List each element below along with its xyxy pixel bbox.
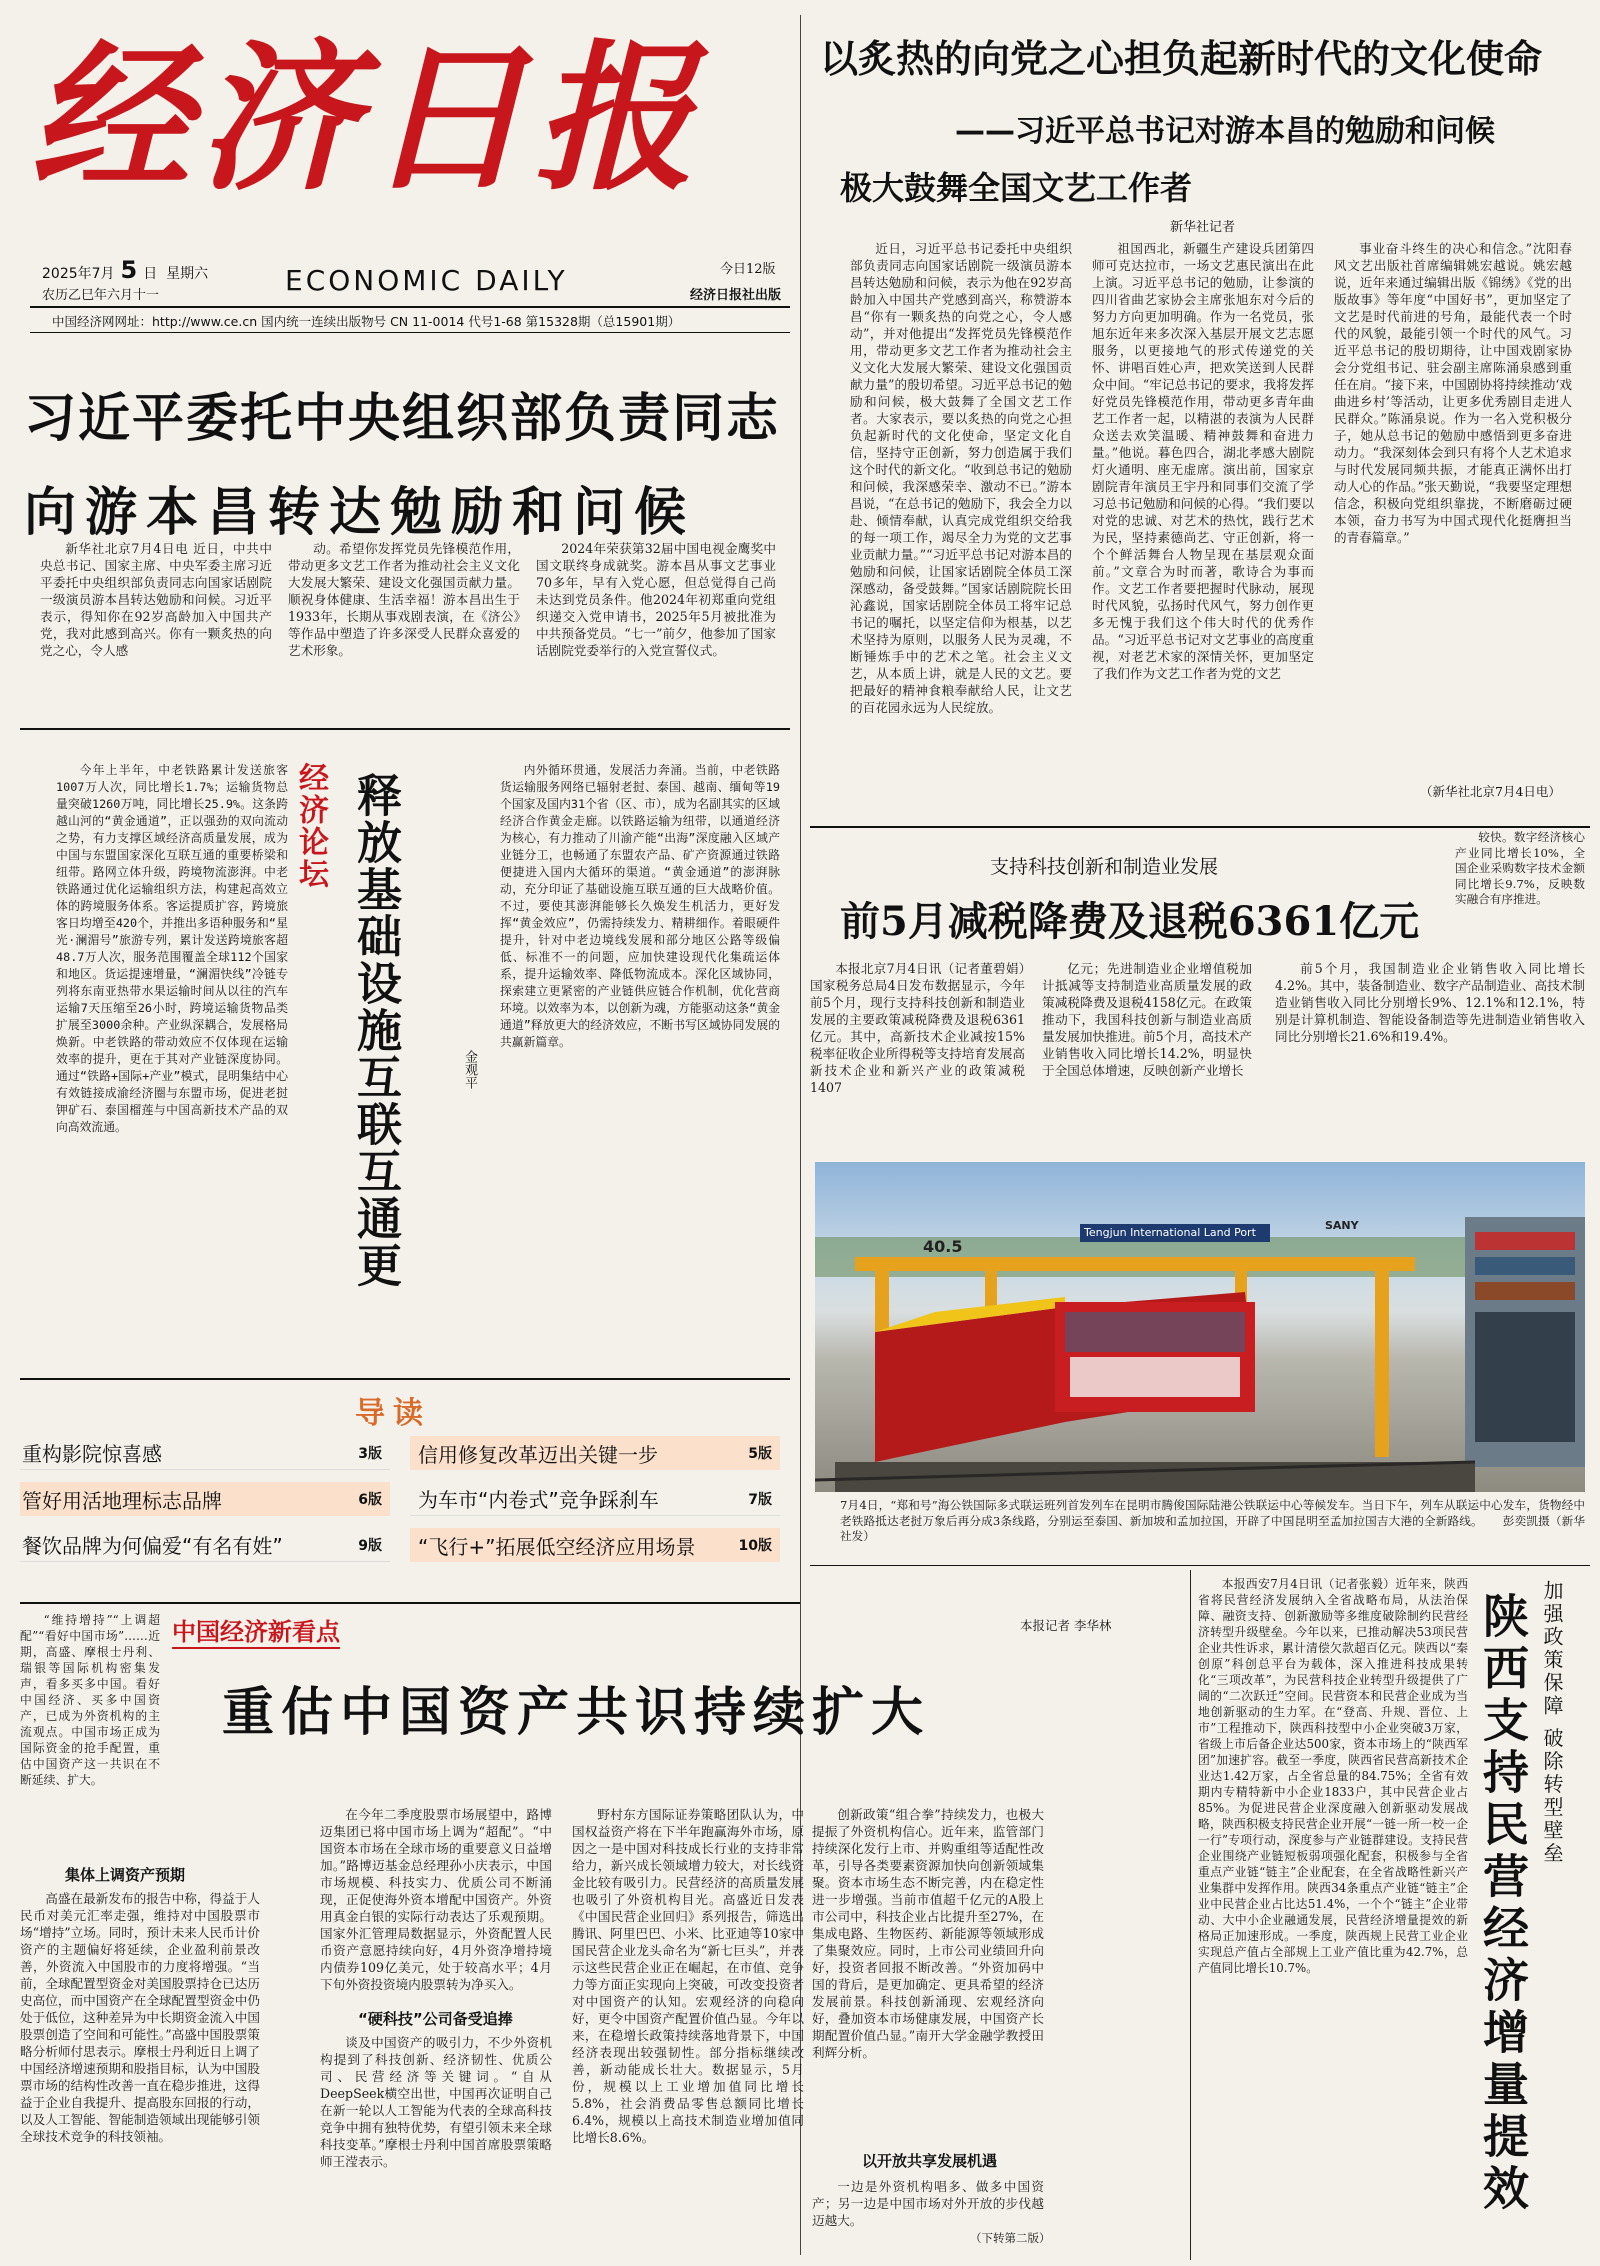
- photo-brand: SANY: [1325, 1219, 1359, 1232]
- assets-continued[interactable]: （下转第二版）: [970, 2231, 1051, 2245]
- news-photo: [815, 1162, 1585, 1492]
- editorial-col2: 内外循环贯通，发展活力奔涌。当前，中老铁路货运输服务网络已辐射老挝、泰国、越南、缅甸等19个国家及国内31个省（区、市），成为名副其实的区域经济合作黄金走廊。以铁路运输为纽带，以通道经济为核心，有力推动了川渝产能“出海”深度融入区域产业链分工，也畅通了东盟农产品、矿产资源通过铁路便捷进入国内大循环的渠道。“黄金通道”的澎湃脉动，充分印证了基础设施互联互通的巨大战略价值。不过，要使其澎湃能够长久焕发生机活力，更好发挥“黄金效应”，仍需持续发力、精耕细作。着眼硬件提升，针对中老边境线发展和部分地区公路等级偏低、标准不一的问题，应加快建设现代化集疏运体系，提升运输效率、降低物流成本。深化区域协同，探索建立更紧密的产业链供应链合作机制，优化营商环境。以效率为本，以创新为魂，方能驱动这条“黄金通道”释放更大的经济效应，不断书写区域协同发展的共赢新篇章。: [500, 763, 780, 1049]
- lead-headline[interactable]: 以炙热的向党之心担负起新时代的文化使命: [820, 37, 1543, 81]
- issue-count: 今日12版: [720, 262, 776, 277]
- editorial-label: 经济论坛: [293, 762, 328, 890]
- main-story-col3: 2024年荣获第32届中国电视金鹰奖中国文联终身成就奖。游本昌从事文艺事业70多年，早有入党心愿，但总觉得自己尚未达到党员条件。他2024年初郑重向党组织递交入党申请书，2025年5月被批准为中共预备党员。“七一”前夕，他参加了国家话剧院党委举行的入党宣誓仪式。: [536, 541, 776, 658]
- editorial-author: 金观平: [462, 1050, 477, 1089]
- assets-col4: 创新政策“组合拳”持续发力，也极大提振了外资机构信心。近年来，监管部门持续深化发行上市、并购重组等适配性改革，引导各类要素资源加快向创新领域集聚。资本市场生态不断完善，内在稳定性进一步增强。当前市值超千亿元的A股上市公司中，科技企业占比提升至27%，在集成电路、生物医药、新能源等领域形成了集聚效应。同时，上市公司业绩回升向好，投资者回报不断改善。“外资加码中国的背后，是更加确定、更具希望的经济发展前景。科技创新涌现、宏观经济向好，叠加资本市场健康发展，中国资产长期配置价值凸显。”南开大学金融学教授田利辉分析。: [812, 1807, 1044, 2060]
- lead-column-3: 事业奋斗终生的决心和信念。”沈阳春风文艺出版社首席编辑姚宏越说。姚宏越说，近年来通过编辑出版《锦绣》《党的出版故事》等年度“中国好书”，更加坚定了文艺是时代前进的号角，最能代表一个时代的风貌，最能引领一个时代的风气。习近平总书记的殷切期待，让中国戏剧家协会分党组书记、驻会副主席陈涌泉感到重任在肩。“接下来，中国剧协将持续推动‘戏曲进乡村’等活动，让更多优秀剧目走进人民群众。”陈涌泉说。作为一名入党积极分子，她从总书记的勉励中感悟到更多奋进动力。“我深刻体会到只有将个人艺术追求与时代发展同频共振，才能真正满怀出打动人心的作品。”张天勤说，“我要坚定理想信念，积极向党组织靠拢，不断磨砺过硬本领，奋力书写为中国式现代化挺膺担当的青春篇章。”: [1334, 241, 1572, 545]
- tax-headline[interactable]: 前5月减税降费及退税6361亿元: [840, 898, 1420, 945]
- assets-byline: 本报记者 李华林: [1020, 1618, 1112, 1633]
- masthead-rule: [30, 306, 790, 308]
- guide-item[interactable]: 信用修复改革迈出关键一步 5版: [410, 1436, 780, 1470]
- assets-lead-box: “维持增持”“上调超配”“看好中国市场”……近期，高盛、摩根士丹利、瑞银等国际机构密集发声，看多买多中国。看好中国经济、买多中国资产，已成为外资机构的主流观点。中国市场正成为国际资金的抢手配置，重估中国资产这一共识在不断延续、扩大。: [20, 1613, 160, 1787]
- date-label: 2025年7月 5 日 星期六: [42, 256, 209, 284]
- editorial-title[interactable]: 释放基础设施互联互通更: [349, 772, 402, 1289]
- tax-col3b: 前5个月，我国制造业企业销售收入同比增长4.2%。其中，装备制造业、数字产品制造业、高技术制造业销售收入同比分别增长9%、12.1%和12.1%，特别是计算机制造、智能设备制造等先进制造业销售收入同比分别增长21.6%和19.4%。: [1275, 961, 1585, 1044]
- assets-col3: 野村东方国际证券策略团队认为，中国权益资产将在下半年跑赢海外市场，原因之一是中国对科技成长行业的支持非常给力，新兴成长领域增力较大，对长线资金比较有吸引力。民营经济的高质量发展也吸引了外资机构目光。高盛近日发表《中国民营企业回归》系列报告，筛选出腾讯、阿里巴巴、小米、比亚迪等10家中国民营企业龙头命名为“新七巨头”，并表示这些民营企业正在崛起，在市值、竞争力等方面正实现向上突破，可改变投资者对中国资产的认知。宏观经济的向稳向好，更令中国资产配置价值凸显。今年以来，在稳增长政策持续落地背景下，中国经济表现出较强韧性。部分指标继续改善，新动能成长壮大。数据显示，5月份，规模以上工业增加值同比增长5.8%，社会消费品零售总额同比增长6.4%，规模以上高技术制造业增加值同比增长8.6%。: [572, 1807, 804, 2145]
- photo-caption: 7月4日，“郑和号”海公铁国际多式联运班列首发列车在昆明市腾俊国际陆港公铁联运中心等候发车。当日下午，列车从联运中心发车，货物经中老铁路抵达老挝万象后再分成3条线路，分别运至泰国、新加坡和孟加拉国，开辟了中国昆明至孟加拉国吉大港的全新路线。 彭奕凯摄（新华社发）: [840, 1498, 1585, 1543]
- lead-subheadline: ——习近平总书记对游本昌的勉励和问候: [955, 114, 1495, 149]
- tax-kicker: 支持科技创新和制造业发展: [990, 856, 1219, 878]
- editorial: [20, 732, 790, 1392]
- main-story-col1: 新华社北京7月4日电 近日，中共中央总书记、国家主席、中央军委主席习近平委托中央组织部负责同志向国家话剧院一级演员游本昌转达勉励和问候。习近平表示，得知你在92岁高龄加入中国共产党，我对此感到高兴。你有一颗炙热的向党之心，令人感: [40, 541, 272, 658]
- photo-credit: 彭奕凯摄（新华社发）: [840, 1513, 1585, 1543]
- shaanxi-kicker: 加强政策保障 破除转型壁垒: [1540, 1580, 1564, 1866]
- guide-item[interactable]: 为车市“内卷式”竞争踩刹车 7版: [410, 1482, 780, 1516]
- publisher: 经济日报社出版: [690, 288, 782, 303]
- assets-col2b: 谈及中国资产的吸引力，不少外资机构提到了科技创新、经济韧性、优质公司、民营经济等关键词。“自从DeepSeek横空出世，中国再次证明自己在新一轮以人工智能为代表的全球高科技竞争中拥有独特优势，有望引领未来全球科技变革。”摩根士丹利中国首席股票策略师王滢表示。: [320, 2035, 552, 2169]
- assets-col2: 在今年二季度股票市场展望中，路博迈集团已将中国市场上调为“超配”。“中国资本市场在全球市场的重要意义日益增加。”路博迈基金总经理孙小庆表示，中国市场规模、科技实力、优质公司不断涌现，正促使海外资本增配中国资产。外资用真金白银的实际行动表达了乐观预期。国家外汇管理局数据显示，外资配置人民币资产意愿持续向好，4月外资净增持境内债券109亿美元，处于较高水平；4月下旬外资投资境内股票转为净买入。: [320, 1807, 552, 1992]
- guide-item[interactable]: “飞行+”拓展低空经济应用场景 10版: [410, 1528, 780, 1562]
- editorial-col1: 今年上半年，中老铁路累计发送旅客1007万人次，同比增长1.7%；运输货物总量突破1260万吨，同比增长25.9%。这条跨越山河的“黄金通道”，正以强劲的双向流动之势，有力支撑区域经济高质量发展，成为中国与东盟国家深化互联互通的重要桥梁和纽带。路网立体升级，跨境物流澎湃。中老铁路通过优化运输组织方法，构建起高效立体的跨境服务体系。客运提质扩容，跨境旅客日均增至420个，并推出多语种服务和“星光·澜湄号”旅游专列，累计发送跨境旅客超48.7万人次，服务范围覆盖全球112个国家和地区。货运提速增量，“澜湄快线”冷链专列将东南亚热带水果运输时间从以往的汽车运输7天压缩至26小时，跨境运输货物品类扩展至3000余种。产业纵深耦合，发展格局焕新。中老铁路的带动效应不仅体现在运输效率的提升，更在于其对产业链深度协同。通过“铁路+国际+产业”模式，昆明集结中心有效链接成渝经济圈与东盟市场，促进老挝钾矿石、泰国榴莲与中国高新技术产品的双向高效流通。: [56, 763, 288, 1134]
- main-story-col2: 动。希望你发挥党员先锋模范作用，带动更多文艺工作者为推动社会主义文化大发展大繁荣、建设文化强国贡献力量。顺祝身体健康、生活幸福！游本昌出生于1933年，长期从事戏剧表演，在《济公》等作品中塑造了许多深受人民群众喜爱的艺术形象。: [288, 541, 520, 658]
- photo-sign: Tengjun International Land Port: [1080, 1224, 1270, 1242]
- assets-subhead-1: 集体上调资产预期: [65, 1866, 186, 1884]
- tax-story: [810, 830, 1590, 1160]
- shaanxi-story: [1198, 1570, 1593, 2260]
- guide-item[interactable]: 管好用活地理标志品牌 6版: [20, 1482, 390, 1516]
- assets-section-label: 中国经济新看点: [172, 1612, 340, 1649]
- assets-headline[interactable]: 重估中国资产共识持续扩大: [222, 1683, 931, 1743]
- guide-item[interactable]: 重构影院惊喜感 3版: [20, 1436, 390, 1470]
- main-headline-line1[interactable]: 习近平委托中央组织部负责同志: [24, 389, 781, 449]
- photo-scene: [815, 1162, 1585, 1492]
- tax-col1: 本报北京7月4日讯（记者董碧娟）国家税务总局4日发布数据显示，今年前5个月，现行支持科技创新和制造业发展的主要政策减税降费及退税6361亿元。其中，高新技术企业减按15%税率征收企业所得税等支持培育发展高新技术企业和新兴产业的政策减税1407: [810, 961, 1025, 1095]
- guide-box: [20, 1378, 790, 1610]
- assets-subhead-3: 以开放共享发展机遇: [862, 2152, 998, 2170]
- headline-left: [20, 370, 790, 740]
- photo-crane-number: 40.5: [923, 1237, 963, 1256]
- lead-dateline: （新华社北京7月4日电）: [1420, 784, 1561, 799]
- english-name: ECONOMIC DAILY: [285, 264, 568, 297]
- assets-story: [20, 1606, 1200, 2256]
- shaanxi-body: 本报西安7月4日讯（记者张毅）近年来，陕西省将民营经济发展纳入全省战略布局，从法治保障、融资支持、创新激励等多维度破除制约民营经济转型升级壁垒。今年以来，已推动解决53项民营企业共性诉求，累计清偿欠款超百亿元。陕西以“秦创原”科创总平台为载体，深入推进科技成果转化“三项改革”，为民营科技企业转型升级提供了广阔的“二次跃迁”空间。民营资本和民营企业成为当地创新驱动的生力军。在“登高、升规、晋位、上市”工程推动下，陕西科技型中小企业突破3万家，省级上市后备企业达500家，资本市场上的“陕西军团”加速扩容。截至一季度，陕西省民营高新技术企业达1.42万家，占全省总量的84.75%；全省有效期内专精特新中小企业1833户，其中民营企业占85%。为促进民营企业深度融入创新驱动发展战略，陕西积极支持民营企业开展“一链一所一校一企一行”专项行动，深度参与产业链群建设。支持民营企业围绕产业链短板弱项强化配套，积极参与全省重点产业链“链主”企业配套，在全省战略性新兴产业集群中发挥作用。陕西34条重点产业链“链主”企业中民营企业占比达51.4%，一个个“链主”企业带动、大中小企业融通发展，民营经济增量提效的新格局正加速形成。一季度，陕西规上民营工业企业实现总产值占全部规上工业产值比重为42.7%，总产值同比增长10.7%。: [1198, 1577, 1468, 1975]
- tax-col3a: 较快。数字经济核心产业同比增长10%，全国企业采购数字技术金额同比增长9.7%，反映数实融合有序推进。: [1455, 830, 1585, 906]
- masthead: [30, 18, 790, 358]
- lead-column-1: 近日，习近平总书记委托中央组织部负责同志向国家话剧院一级演员游本昌转达勉励和问候，表示为他在92岁高龄加入中国共产党感到高兴，称赞游本昌“你有一颗炙热的向党之心，令人感动”，并对他提出“发挥党员先锋模范作用，带动更多文艺工作者为推动社会主义文化大发展大繁荣、建设文化强国贡献力量”的殷切希望。习近平总书记的勉励和问候，极大鼓舞了全国文艺工作者。大家表示，要以炙热的向党之心担负起新时代的文化使命，坚定文化自信，坚持守正创新，努力创造属于我们这个时代的新文化。“收到总书记的勉励和问候，我深感荣幸、激动不已。”游本昌说，“在总书记的勉励下，我会全力以赴、倾情奉献，认真完成党组织交给我的每一项工作，竭尽全力为党的文艺事业贡献力量。”“习近平总书记对游本昌的勉励和问候，让国家话剧院全体员工深深感动，备受鼓舞。”国家话剧院院长田沁鑫说，国家话剧院全体员工将牢记总书记的嘱托，以坚定信仰为根基，以艺术坚持为原则，以服务人民为灵魂，不断锤炼手中的艺术之笔。社会主义文艺，从本质上讲，就是人民的文艺。要把最好的精神食粮奉献给人民，让文艺的百花园永远为人民绽放。: [850, 241, 1072, 715]
- lead-deck: 极大鼓舞全国文艺工作者: [840, 169, 1193, 207]
- lunar-date: 农历乙巳年六月十一: [42, 288, 160, 303]
- assets-col1: 高盛在最新发布的报告中称，得益于人民币对美元汇率走强，维持对中国股票市场“增持”立场。同时，预计未来人民币计价资产的主题偏好将延续，企业盈利前景改善，外资流入中国股市的力度将增强。“当前，全球配置型资金对美国股票持仓已达历史高位，而中国资产在全球配置型资金中仍处于低位，这种差异为中长期资金流入中国股票创造了空间和可能性。”高盛中国股票策略分析师付思表示。摩根士丹利近日上调了中国经济增速预期和股指目标，认为中国股票市场的结构性改善一直在稳步推进，这得益于企业自我提升、提高股东回报的行动，以及人工智能、智能制造领域出现能够引领全球技术竞争的科技领袖。: [20, 1891, 260, 2144]
- assets-subhead-2: “硬科技”公司备受追捧: [358, 2010, 513, 2028]
- date-day: 5: [120, 256, 138, 284]
- tax-col2: 亿元；先进制造业企业增值税加计抵减等支持制造业高质量发展的政策减税降费及退税4158亿元。在政策推动下，我国科技创新与制造业高质量发展加快推进。前5个月，高技术产业销售收入同比增长14.2%，明显快于全国总体增速，反映创新产业增长: [1042, 961, 1252, 1078]
- assets-col4b: 一边是外资机构唱多、做多中国资产；另一边是中国市场对外开放的步伐越迈越大。: [812, 2179, 1044, 2228]
- guide-title: 导读: [355, 1396, 431, 1431]
- guide-item[interactable]: 餐饮品牌为何偏爱“有名有姓” 9版: [20, 1528, 390, 1562]
- publication-meta: 中国经济网网址：http://www.ce.cn 国内统一连续出版物号 CN 11-0014 代号1-68 第15328期（总15901期）: [52, 314, 681, 329]
- newspaper-logo: 经济日报: [30, 24, 703, 212]
- main-headline-line2[interactable]: 向游本昌转达勉励和问候: [24, 483, 696, 543]
- lead-story: [810, 18, 1590, 818]
- shaanxi-headline[interactable]: 陕西支持民营经济增量提效: [1476, 1592, 1530, 2216]
- lead-byline: 新华社记者: [1170, 220, 1236, 235]
- lead-column-2: 祖国西北，新疆生产建设兵团第四师可克达拉市，一场文艺惠民演出在此上演。习近平总书记的勉励，让参演的四川省曲艺家协会主席张旭东对今后的努力方向更加明确。作为一名党员，张旭东近年来多次深入基层开展文艺志愿服务，以更接地气的形式传递党的关怀、讲唱百姓心声，把欢笑送到人民群众中间。“牢记总书记的要求，我将发挥好党员先锋模范作用，带动更多青年曲艺工作者一起，以精湛的表演为人民群众送去欢笑温暖、精神鼓舞和奋进力量。”他说。暮色四合，湖北孝感大剧院灯火通明、座无虚席。演出前，国家京剧院青年演员王宇丹和同事们交流了学习总书记勉励和问候的心得。“我们要以对党的忠诚、对艺术的热忱，践行艺术为民，坚持素德尚艺、守正创新，将一个个鲜活舞台人物呈现在基层观众面前。”文章合为时而著，歌诗合为事而作。文艺工作者要把握时代脉动，展现时代风貌，弘扬时代风气，努力创作更多无愧于我们这个伟大时代的优秀作品。“习近平总书记对文艺事业的高度重视，对老艺术家的深情关怀，更加坚定了我们作为文艺工作者为党的文艺: [1092, 241, 1314, 681]
